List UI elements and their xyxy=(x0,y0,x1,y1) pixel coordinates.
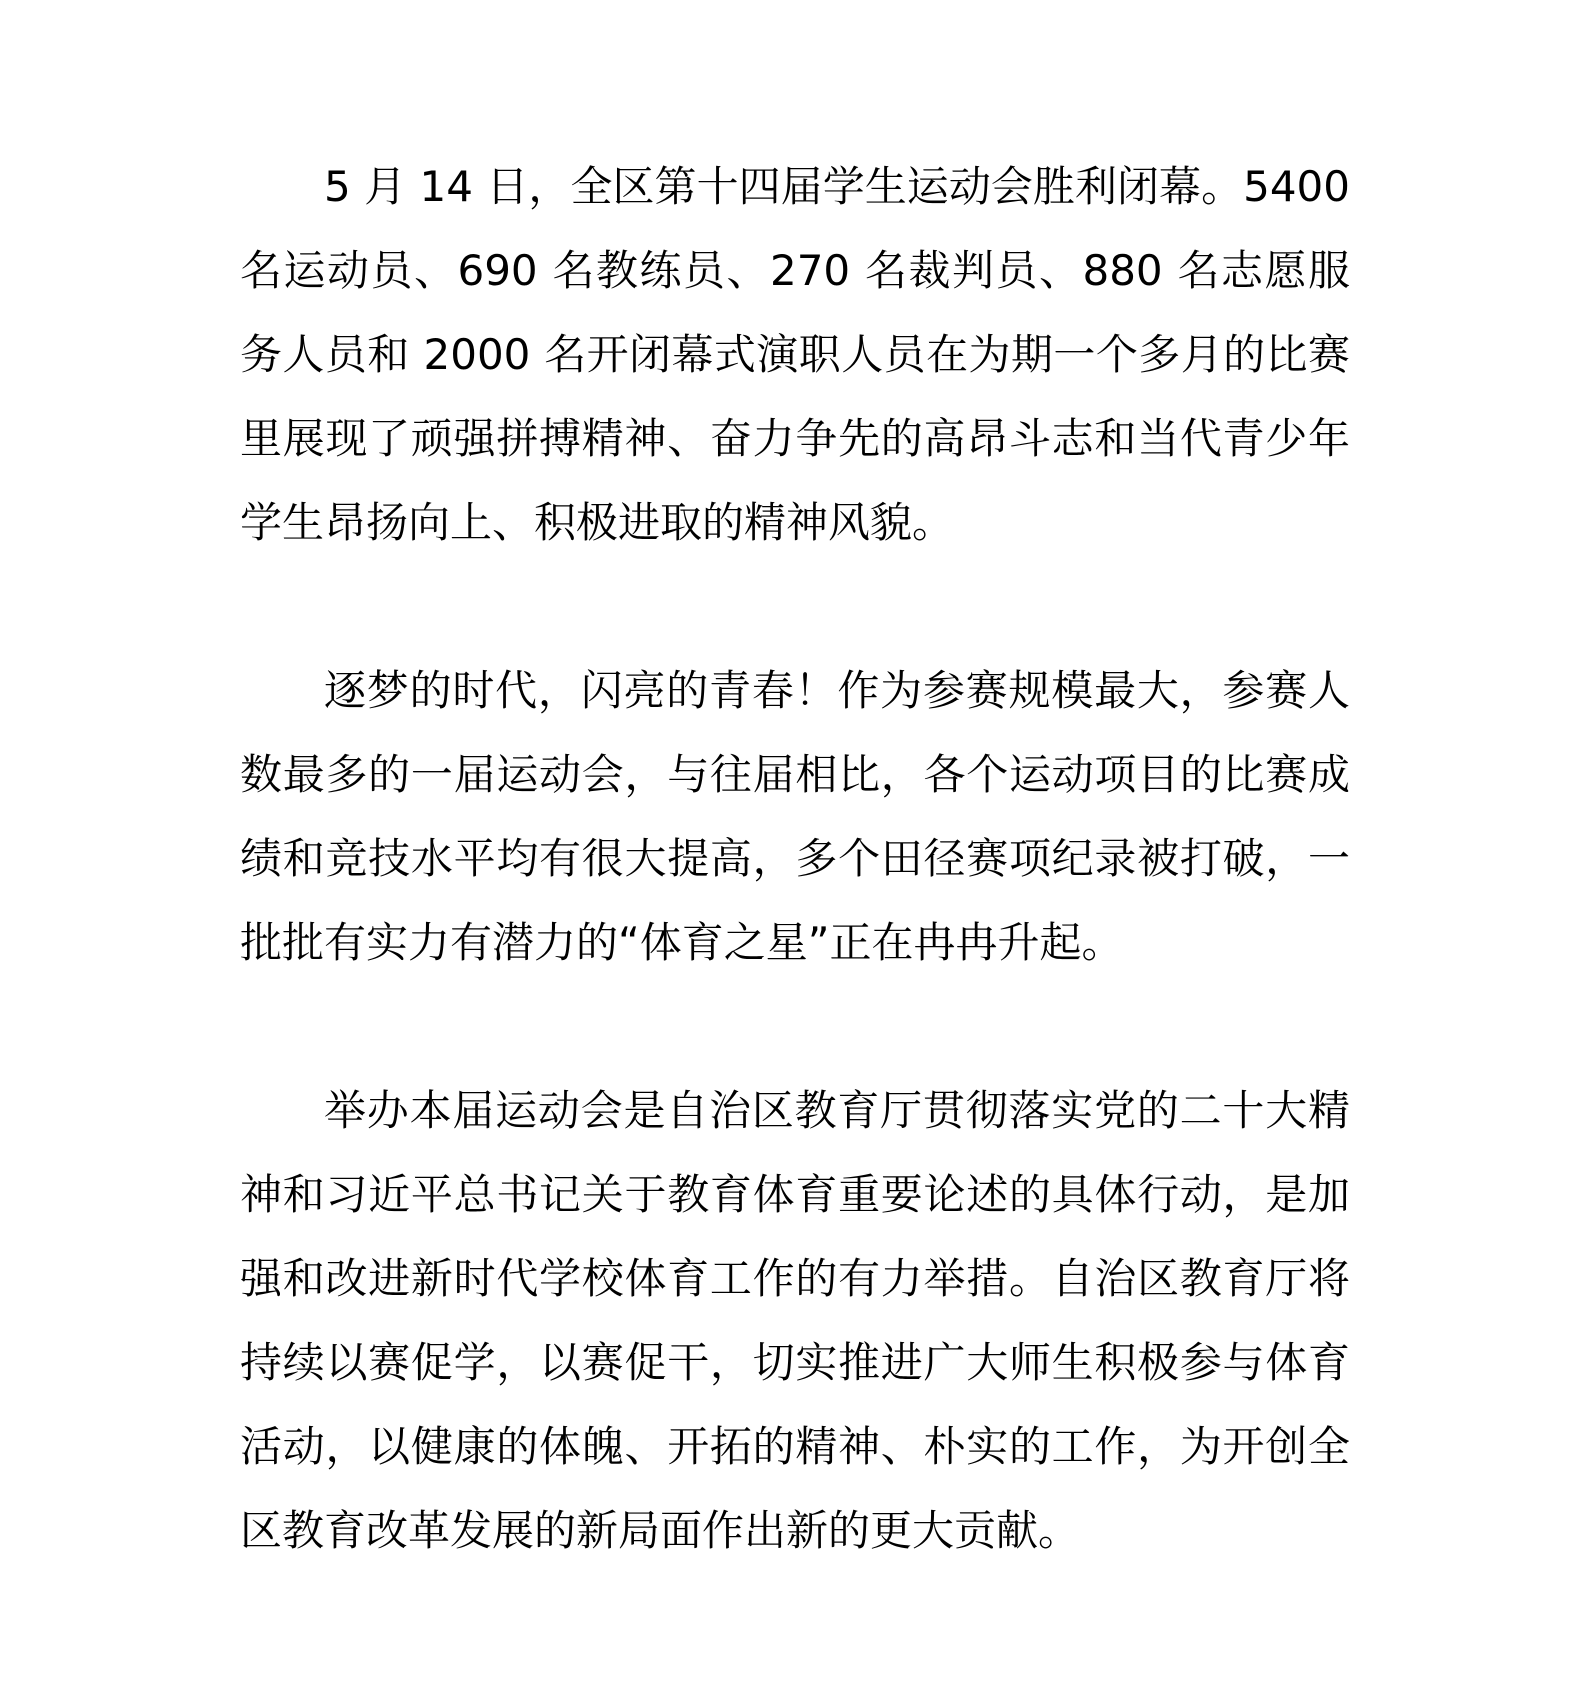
document-body xyxy=(240,145,1350,1573)
paragraph-spacer xyxy=(240,565,1350,649)
paragraph-spacer xyxy=(240,985,1350,1069)
paragraph-3: 举办本届运动会是自治区教育厅贯彻落实党的二十大精神和习近平总书记关于教育体育重要论述的具体行动，是加强和改进新时代学校体育工作的有力举措。自治区教育厅将持续以赛促学，以赛促干，切实推进广大师生积极参与体育活动，以健康的体魄、开拓的精神、朴实的工作，为开创全区教育改革发展的新局面作出新的更大贡献。 xyxy=(240,1086,1350,1555)
paragraph-1: 5 月 14 日，全区第十四届学生运动会胜利闭幕。5400 名运动员、690 名教练员、270 名裁判员、880 名志愿服务人员和 2000 名开闭幕式演职人员在为期一个多月的比赛里展现了顽强拼搏精神、奋力争先的高昂斗志和当代青少年学生昂扬向上、积极进取的精神风貌。 xyxy=(240,162,1350,547)
paragraph-2: 逐梦的时代，闪亮的青春！作为参赛规模最大，参赛人数最多的一届运动会，与往届相比，各个运动项目的比赛成绩和竞技水平均有很大提高，多个田径赛项纪录被打破，一批批有实力有潜力的“体育之星”正在冉冉升起。 xyxy=(240,666,1350,967)
